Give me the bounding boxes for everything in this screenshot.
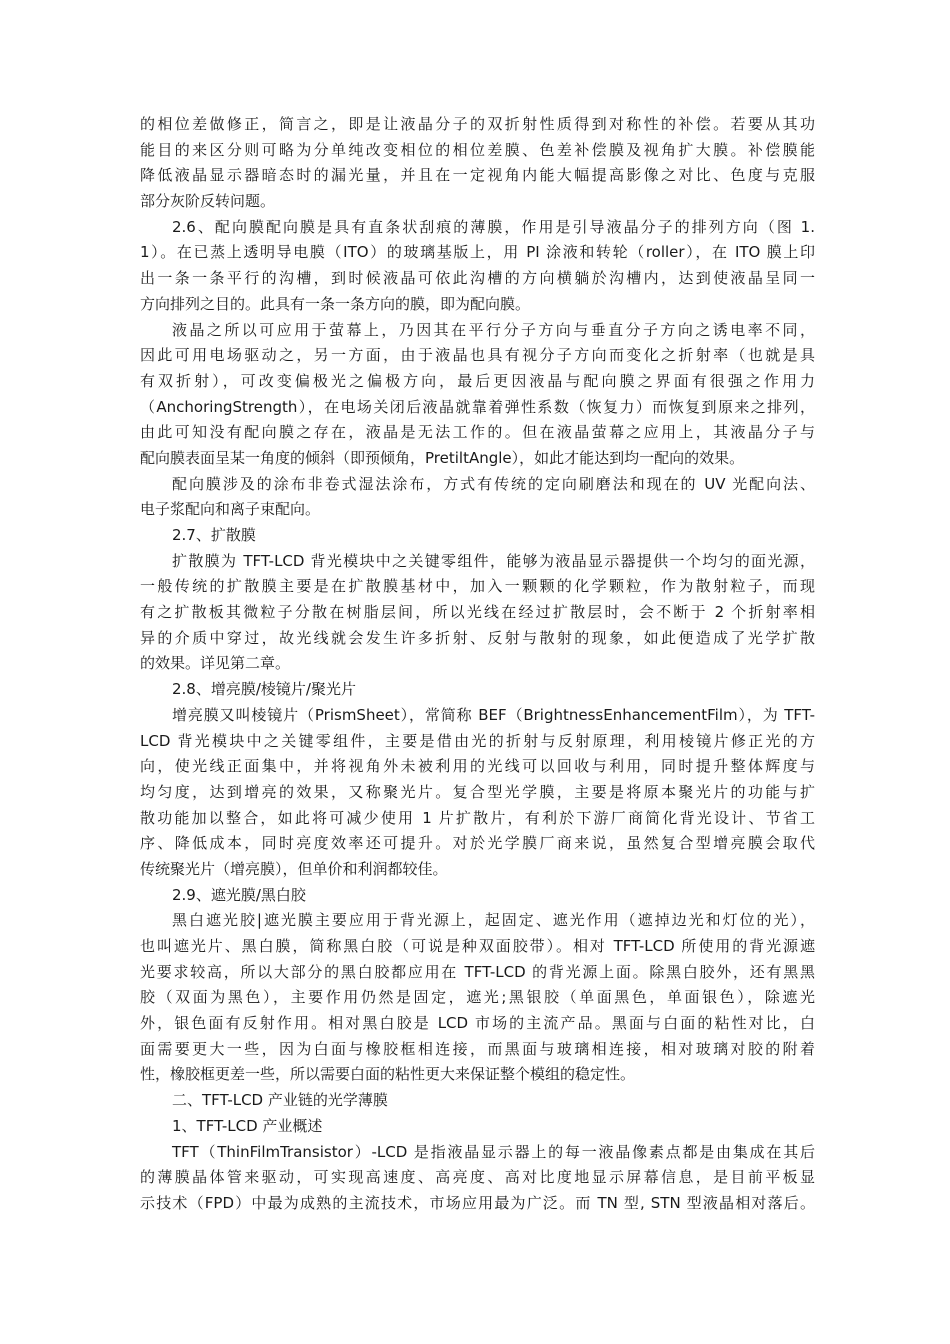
text-line: 2.7、扩散膜 xyxy=(172,526,256,544)
text-line: 配向膜涉及的涂布非卷式湿法涂布，方式有传统的定向刷磨法和现在的 UV 光配向法、 xyxy=(172,474,815,493)
text-line: 出一条一条平行的沟槽，到时候液晶可依此沟槽的方向横躺於沟槽内，达到使液晶呈同一 xyxy=(140,269,815,288)
text-line: 2.8、增亮膜/棱镜片/聚光片 xyxy=(172,680,356,699)
text-line: 电子浆配向和离子束配向。 xyxy=(140,500,321,519)
text-line: 性，橡胶框更差一些，所以需要白面的粘性更大来保证整个模组的稳定性。 xyxy=(140,1065,636,1084)
text-line: 因此可用电场驱动之，另一方面，由于液晶也具有视分子方向而变化之折射率（也就是具 xyxy=(140,346,815,365)
text-line: （AnchoringStrength），在电场关闭后液晶就靠着弹性系数（恢复力）而恢复到原来之排列， xyxy=(140,397,815,416)
text-line: 一般传统的扩散膜主要是在扩散膜基材中，加入一颗颗的化学颗粒，作为散射粒子，而现 xyxy=(140,577,815,596)
text-line: 扩散膜为 TFT-LCD 背光模块中之关键零组件，能够为液晶显示器提供一个均匀的面光源， xyxy=(172,551,815,570)
text-line: 2.9、遮光膜/黑白胶 xyxy=(172,885,306,904)
text-line: 二、TFT-LCD 产业链的光学薄膜 xyxy=(172,1091,388,1110)
text-line: LCD 背光模块中之关键零组件，主要是借由光的折射与反射原理，利用棱镜片修正光的方 xyxy=(140,731,815,750)
text-line: 有之扩散板其微粒子分散在树脂层间，所以光线在经过扩散层时，会不断于 2 个折射率相 xyxy=(140,603,815,622)
document-body xyxy=(140,112,815,1217)
text-line: 增亮膜又叫棱镜片（PrismSheet），常简称 BEF（BrightnessEnhancementFilm），为 TFT- xyxy=(172,705,815,724)
text-line: 1、TFT-LCD 产业概述 xyxy=(172,1116,323,1135)
text-line: 的相位差做修正，简言之，即是让液晶分子的双折射性质得到对称性的补偿。若要从其功 xyxy=(140,115,815,133)
text-line: 部分灰阶反转问题。 xyxy=(140,192,276,211)
text-line: 序、降低成本，同时亮度效率还可提升。对於光学膜厂商来说，虽然复合型增亮膜会取代 xyxy=(140,834,815,853)
text-line: 的薄膜晶体管来驱动，可实现高速度、高亮度、高对比度地显示屏幕信息，是目前平板显 xyxy=(140,1168,815,1187)
text-line: 向，使光线正面集中，并将视角外未被利用的光线可以回收与利用，同时提升整体辉度与 xyxy=(140,757,815,776)
text-line: 面需要更大一些，因为白面与橡胶框相连接，而黑面与玻璃相连接，相对玻璃对胶的附着 xyxy=(140,1039,815,1058)
text-line: 由此可知没有配向膜之存在，液晶是无法工作的。但在液晶萤幕之应用上，其液晶分子与 xyxy=(140,423,815,442)
text-line: 的效果。详见第二章。 xyxy=(140,654,291,673)
text-line: 胶（双面为黑色），主要作用仍然是固定，遮光;黑银胶（单面黑色，单面银色），除遮光 xyxy=(140,988,815,1007)
text-line: 方向排列之目的。此具有一条一条方向的膜，即为配向膜。 xyxy=(140,294,531,313)
text-line: 异的介质中穿过，故光线就会发生许多折射、反射与散射的现象，如此便造成了光学扩散 xyxy=(140,628,815,647)
text-line: 散功能加以整合，如此将可减少使用 1 片扩散片，有利於下游厂商简化背光设计、节省工 xyxy=(140,808,815,827)
text-line: 液晶之所以可应用于萤幕上，乃因其在平行分子方向与垂直分子方向之诱电率不同， xyxy=(172,320,815,339)
text-line: 配向膜表面呈某一角度的倾斜（即预倾角，PretiltAngle），如此才能达到均一配向的效果。 xyxy=(140,448,745,467)
text-line: 也叫遮光片、黑白膜，简称黑白胶（可说是种双面胶带）。相对 TFT-LCD 所使用的背光源遮 xyxy=(140,937,815,955)
text-line: TFT（ThinFilmTransistor）-LCD 是指液晶显示器上的每一液晶像素点都是由集成在其后 xyxy=(172,1142,815,1161)
text-line: 示技术（FPD）中最为成熟的主流技术，市场应用最为广泛。而 TN 型, STN 型液晶相对落后。 xyxy=(140,1193,815,1212)
text-line: 外，银色面有反射作用。相对黑白胶是 LCD 市场的主流产品。黑面与白面的粘性对比，白 xyxy=(140,1014,815,1033)
text-line: 均匀度，达到增亮的效果，又称聚光片。复合型光学膜，主要是将原本聚光片的功能与扩 xyxy=(140,782,815,801)
text-line: 降低液晶显示器暗态时的漏光量，并且在一定视角内能大幅提高影像之对比、色度与克服 xyxy=(140,166,815,185)
text-line: 能目的来区分则可略为分单纯改变相位的相位差膜、色差补偿膜及视角扩大膜。补偿膜能 xyxy=(140,140,815,159)
text-line: 传统聚光片（增亮膜），但单价和利润都较佳。 xyxy=(140,859,448,878)
text-line: 有双折射），可改变偏极光之偏极方向，最后更因液晶与配向膜之界面有很强之作用力 xyxy=(140,371,815,390)
text-line: 光要求较高，所以大部分的黑白胶都应用在 TFT-LCD 的背光源上面。除黑白胶外，还有黑黑 xyxy=(140,962,815,981)
text-line: 2.6、配向膜配向膜是具有直条状刮痕的薄膜，作用是引导液晶分子的排列方向（图 1. xyxy=(172,217,815,236)
text-line: 1）。在已蒸上透明导电膜（ITO）的玻璃基版上，用 PI 涂液和转轮（roller），在 ITO 膜上印 xyxy=(140,243,815,262)
text-line: 黑白遮光胶|遮光膜主要应用于背光源上，起固定、遮光作用（遮掉边光和灯位的光）， xyxy=(172,911,815,930)
